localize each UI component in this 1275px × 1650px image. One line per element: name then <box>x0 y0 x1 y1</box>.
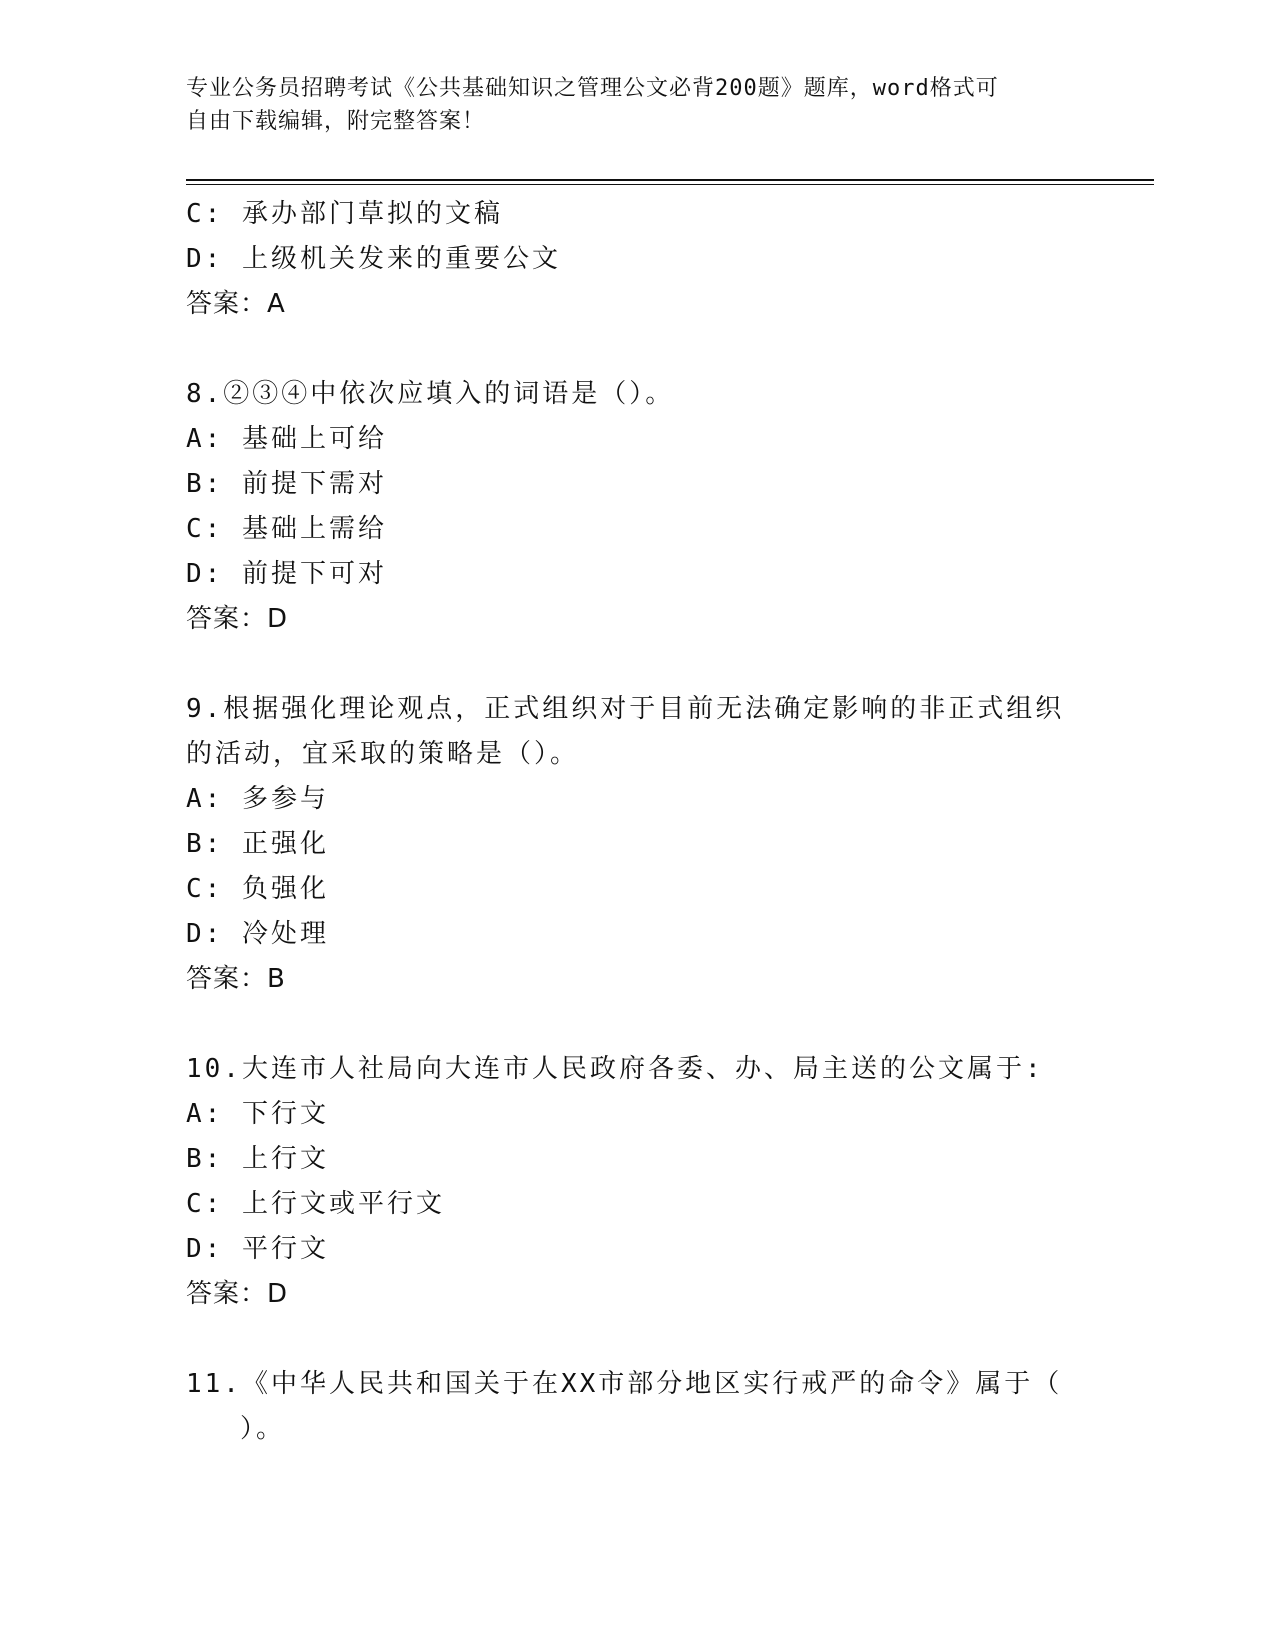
q9-option-b: B: 正强化 <box>186 829 329 859</box>
q8-answer: 答案：D <box>186 604 289 634</box>
q9-stem-line-1: 9.根据强化理论观点，正式组织对于目前无法确定影响的非正式组织 <box>186 694 1065 724</box>
q11-stem-line-1: 11.《中华人民共和国关于在XX市部分地区实行戒严的命令》属于（ <box>186 1369 1063 1399</box>
q10-option-c: C: 上行文或平行文 <box>186 1189 445 1219</box>
q9-answer: 答案：B <box>186 964 286 994</box>
document-header <box>186 72 1066 138</box>
q10-stem: 10.大连市人社局向大连市人民政府各委、办、局主送的公文属于: <box>186 1054 1044 1084</box>
q10-option-b: B: 上行文 <box>186 1144 329 1174</box>
q8-option-a: A: 基础上可给 <box>186 424 387 454</box>
q10-answer: 答案：D <box>186 1279 289 1309</box>
q9-option-a: A: 多参与 <box>186 784 329 814</box>
q7-option-d: D: 上级机关发来的重要公文 <box>186 244 561 274</box>
q8-option-d: D: 前提下可对 <box>186 559 387 589</box>
header-divider-thin <box>186 184 1154 185</box>
q9-stem-line-2: 的活动，宜采取的策略是（）。 <box>186 739 580 769</box>
q10-option-a: A: 下行文 <box>186 1099 329 1129</box>
q7-answer: 答案：A <box>186 289 286 319</box>
q8-stem: 8.②③④中依次应填入的词语是（）。 <box>186 379 675 409</box>
header-line-2: 自由下载编辑，附完整答案！ <box>186 109 486 134</box>
header-line-1: 专业公务员招聘考试《公共基础知识之管理公文必背200题》题库，word格式可 <box>186 76 999 101</box>
q9-option-c: C: 负强化 <box>186 874 329 904</box>
q11-stem-line-2: ）。 <box>240 1414 286 1444</box>
q9-option-d: D: 冷处理 <box>186 919 329 949</box>
q7-option-c: C: 承办部门草拟的文稿 <box>186 199 503 229</box>
q10-option-d: D: 平行文 <box>186 1234 329 1264</box>
q8-option-c: C: 基础上需给 <box>186 514 387 544</box>
q8-option-b: B: 前提下需对 <box>186 469 387 499</box>
header-divider-thick <box>186 179 1154 181</box>
